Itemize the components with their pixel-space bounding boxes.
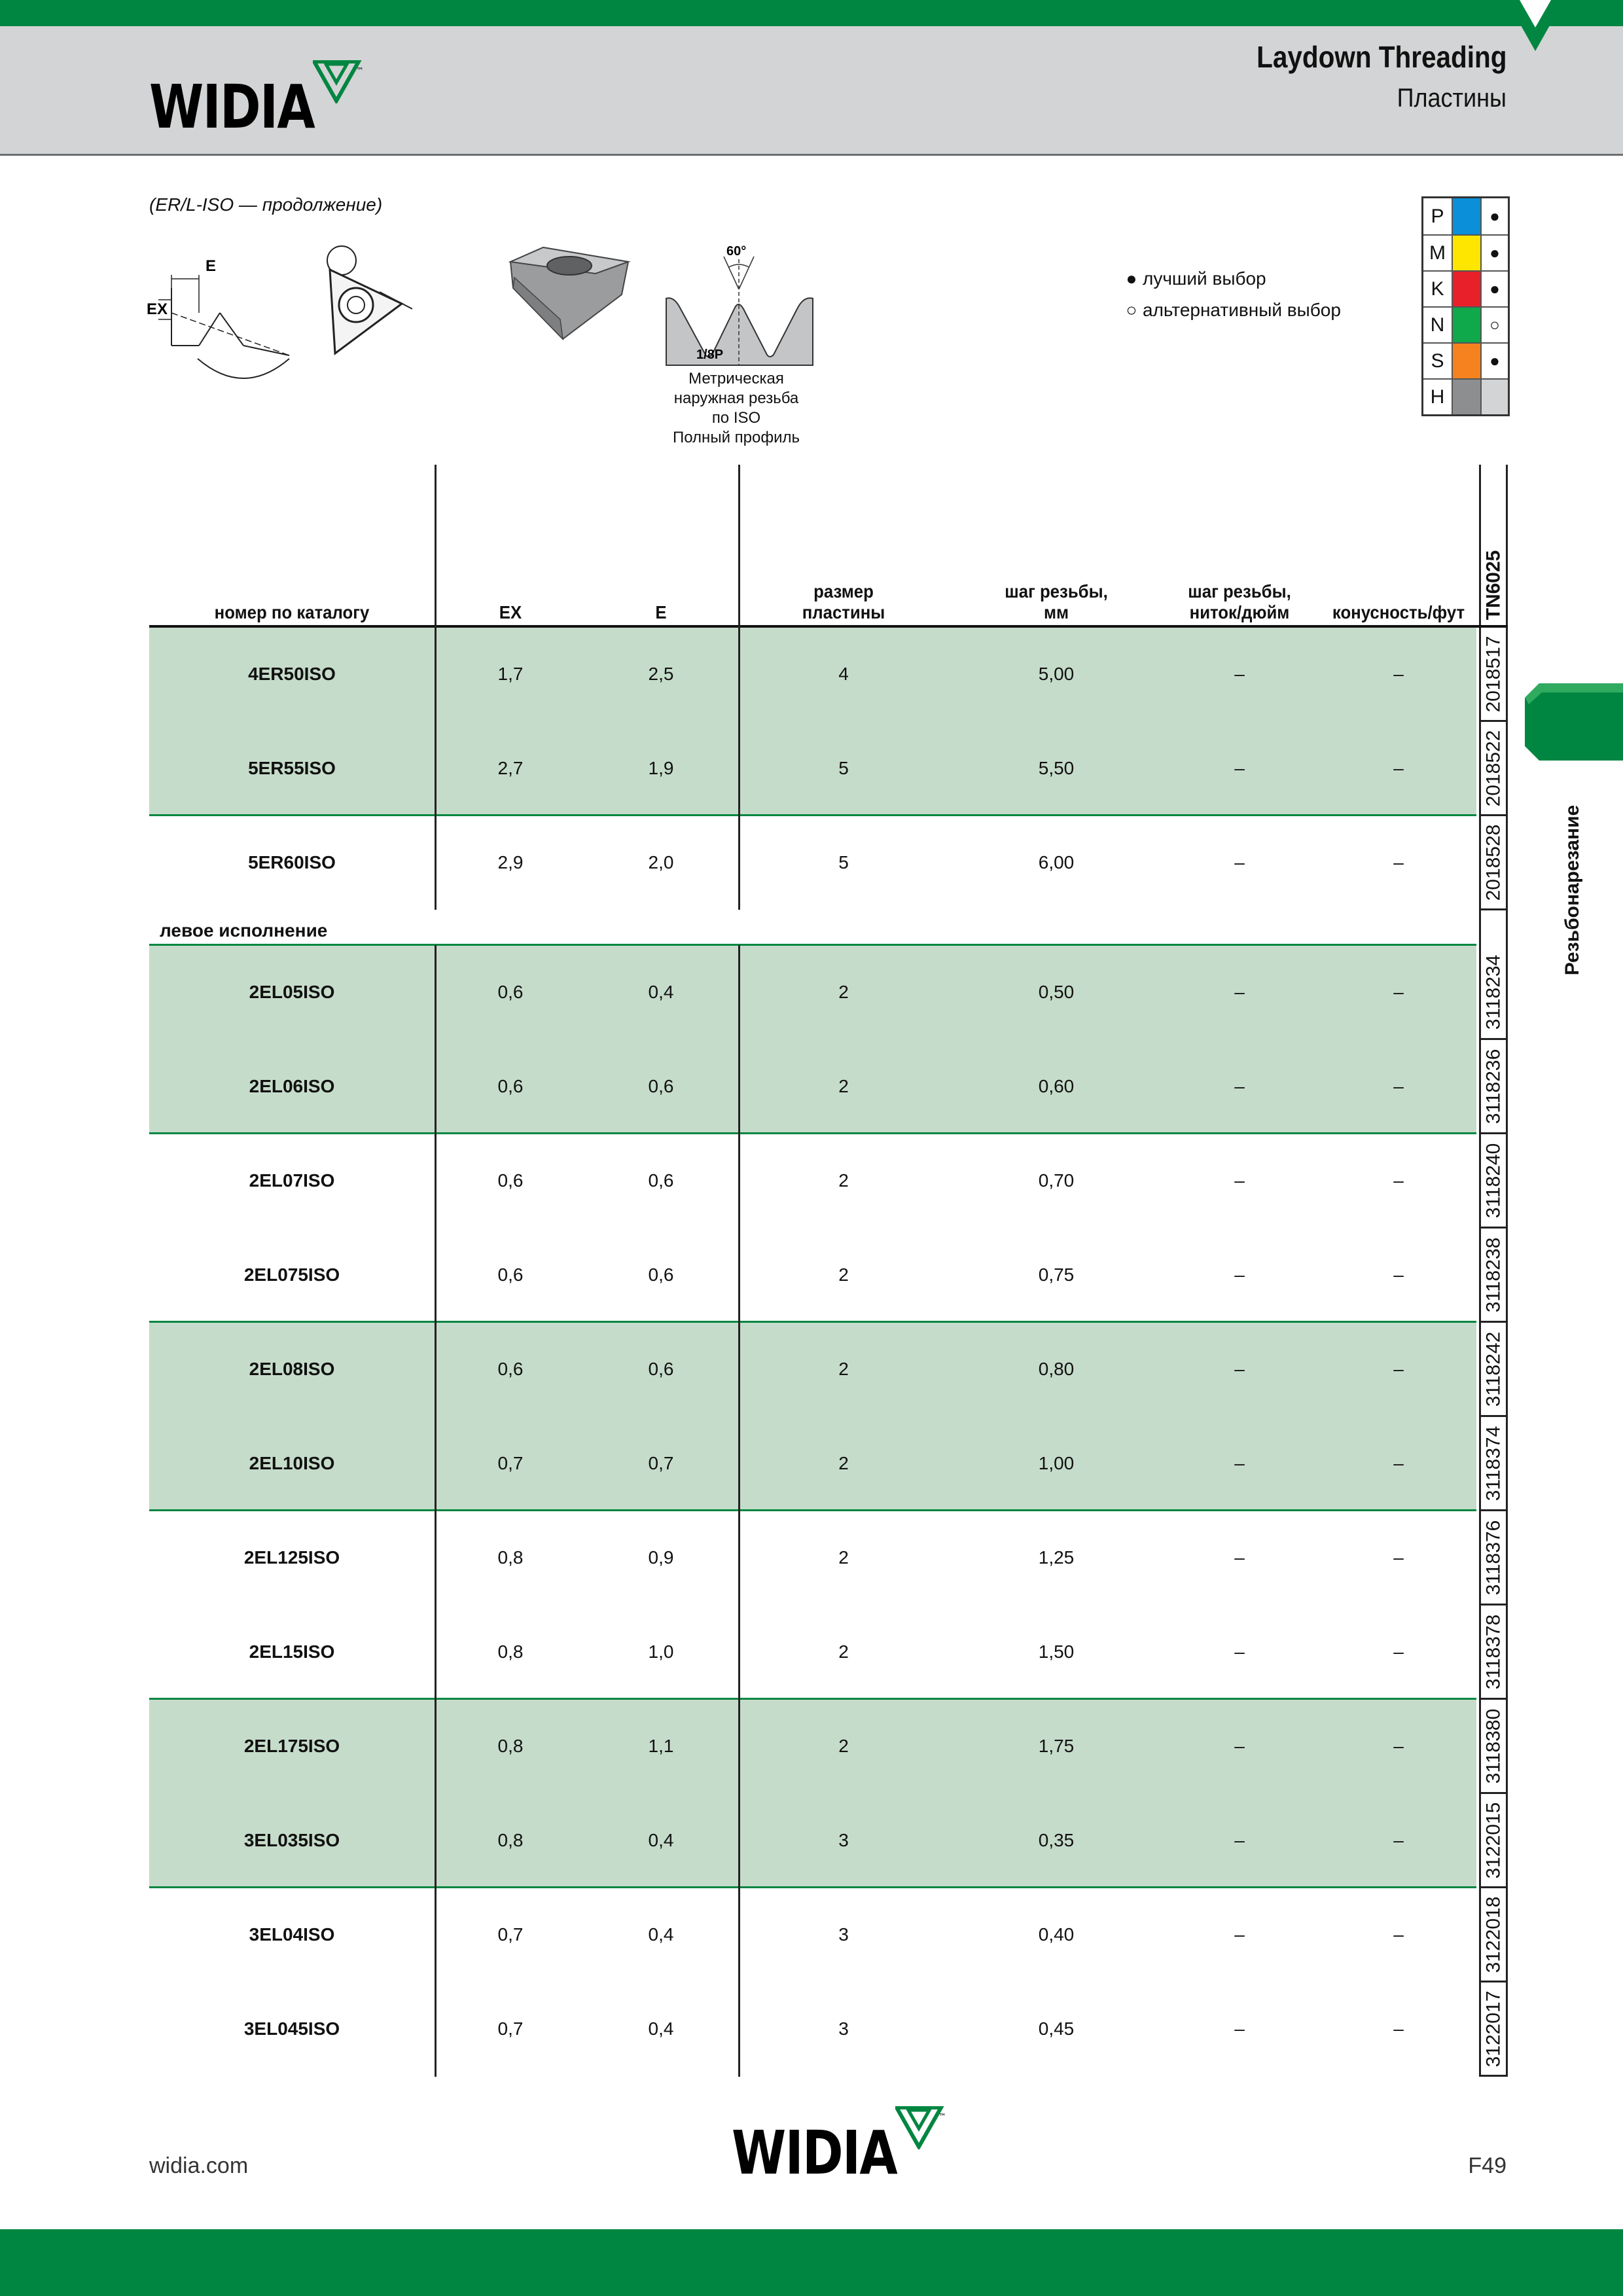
cell-tpi: – [1234, 1453, 1245, 1473]
cell-pitch-mm: 6,00 [1038, 852, 1075, 872]
label-e: E [205, 257, 217, 275]
cell-e: 0,9 [648, 1547, 674, 1568]
material-letter: P [1423, 198, 1453, 234]
divider-catalog-upper [435, 465, 437, 910]
grade-cell: 3122017 [1482, 1990, 1505, 2068]
thread-caption [645, 369, 828, 448]
section-label: Резьбонарезание [1561, 804, 1584, 976]
cell-pitch-mm: 5,50 [1038, 758, 1075, 778]
filled-dot-icon: ● [1126, 268, 1137, 289]
cell-ex: 0,8 [497, 1736, 524, 1756]
cell-ex: 0,6 [497, 1170, 524, 1191]
cell-taper: – [1393, 1170, 1404, 1191]
page-number: F49 [1468, 2153, 1507, 2178]
cell-insert-size: 5 [838, 852, 849, 872]
table-row [149, 816, 1476, 910]
thread-profile-diagram [661, 243, 815, 369]
col-insert-size-l2: пластины [802, 602, 885, 622]
material-color-swatch [1453, 380, 1482, 414]
cell-insert-size: 2 [838, 1453, 849, 1473]
cell-catalog: 2EL05ISO [249, 982, 335, 1002]
cell-taper: – [1393, 852, 1404, 872]
widia-logo-footer [732, 2106, 946, 2188]
material-letter: K [1423, 272, 1453, 306]
thread-caption-line: Метрическая [688, 370, 784, 387]
cell-taper: – [1393, 2018, 1404, 2039]
insert-3d-view-icon [504, 242, 635, 340]
cell-taper: – [1393, 758, 1404, 778]
cell-ex: 0,8 [497, 1641, 524, 1662]
grade-header: TN6025 [1482, 550, 1505, 620]
grade-cell: 3118376 [1482, 1520, 1505, 1596]
cell-tpi: – [1234, 1265, 1245, 1285]
cell-e: 1,1 [648, 1736, 674, 1756]
material-letter: N [1423, 308, 1453, 342]
cell-e: 0,4 [648, 2018, 674, 2039]
top-accent-stripe [0, 0, 1623, 26]
cell-insert-size: 2 [838, 1736, 849, 1756]
cell-catalog: 4ER50ISO [248, 664, 336, 684]
grade-cell: 3118242 [1482, 1331, 1505, 1407]
cell-e: 0,4 [648, 1924, 674, 1945]
grade-cell: 3118374 [1482, 1426, 1505, 1501]
material-letter: H [1423, 380, 1453, 414]
cell-taper: – [1393, 1453, 1404, 1473]
cell-tpi: – [1234, 1641, 1245, 1662]
divider-size-upper [738, 465, 740, 910]
cell-pitch-mm: 0,75 [1038, 1265, 1075, 1285]
group-rule [149, 944, 1476, 946]
material-letter: M [1423, 236, 1453, 270]
table-row [149, 721, 1476, 816]
cell-insert-size: 2 [838, 1359, 849, 1379]
cell-catalog: 2EL06ISO [249, 1076, 335, 1096]
cell-taper: – [1393, 1830, 1404, 1850]
grade-cell: 3122018 [1482, 1896, 1505, 1973]
cell-taper: – [1393, 1076, 1404, 1096]
grade-separator [1479, 908, 1508, 910]
cell-tpi: – [1234, 1830, 1245, 1850]
cell-catalog: 2EL07ISO [249, 1170, 335, 1191]
header-rule [149, 625, 1508, 628]
col-pitch-mm-l2: мм [1043, 602, 1069, 622]
cell-catalog: 3EL045ISO [243, 2018, 340, 2039]
material-suitability-mark: ● [1482, 236, 1508, 270]
cell-ex: 0,6 [497, 982, 524, 1002]
cell-tpi: – [1234, 758, 1245, 778]
cell-e: 1,0 [648, 1641, 674, 1662]
grade-cell: 3118238 [1482, 1237, 1505, 1313]
hollow-dot-icon: ○ [1126, 300, 1137, 320]
cell-catalog: 5ER60ISO [248, 852, 336, 872]
cell-catalog: 2EL125ISO [243, 1547, 340, 1568]
cell-insert-size: 2 [838, 1641, 849, 1662]
cell-taper: – [1393, 1924, 1404, 1945]
cell-tpi: – [1234, 1547, 1245, 1568]
cell-insert-size: 2 [838, 1265, 849, 1285]
material-color-swatch [1453, 308, 1482, 342]
grade-cell: 2018528 [1482, 824, 1505, 901]
cell-insert-size: 2 [838, 1547, 849, 1568]
cell-catalog: 2EL08ISO [249, 1359, 335, 1379]
cell-ex: 1,7 [497, 664, 524, 684]
label-angle: 60° [726, 244, 747, 259]
group-rule [149, 1698, 1476, 1700]
table-row [149, 1134, 1476, 1228]
bottom-accent-stripe [0, 2229, 1623, 2296]
cell-e: 0,7 [648, 1453, 674, 1473]
col-ex: EX [499, 602, 522, 622]
material-row [1423, 234, 1508, 270]
thread-caption-line: наружная резьба [673, 389, 799, 407]
cell-e: 0,6 [648, 1076, 674, 1096]
section-tab [1522, 678, 1623, 766]
cell-pitch-mm: 0,50 [1038, 982, 1075, 1002]
table-row [149, 945, 1476, 1039]
cell-insert-size: 4 [838, 664, 849, 684]
grade-cell: 2018522 [1482, 730, 1505, 807]
cell-e: 0,6 [648, 1265, 674, 1285]
cell-taper: – [1393, 664, 1404, 684]
col-taper: конусность/фут [1332, 602, 1465, 622]
cell-pitch-mm: 0,60 [1038, 1076, 1075, 1096]
widia-triangle-icon [313, 60, 364, 103]
table-row [149, 1793, 1476, 1888]
grade-cell: 3118378 [1482, 1614, 1505, 1690]
cell-pitch-mm: 1,25 [1038, 1547, 1075, 1568]
grade-cell: 2018517 [1482, 636, 1505, 713]
thread-caption-line: Полный профиль [672, 429, 800, 446]
table-row [149, 1605, 1476, 1699]
col-insert-size [744, 581, 943, 623]
divider-catalog-lower [435, 945, 437, 2077]
left-hand-section-label: левое исполнение [160, 920, 328, 941]
page-title: Laydown Threading [1256, 40, 1507, 74]
col-catalog: номер по каталогу [214, 602, 370, 622]
cell-ex: 0,6 [497, 1359, 524, 1379]
cell-tpi: – [1234, 982, 1245, 1002]
cell-tpi: – [1234, 2018, 1245, 2039]
table-row [149, 1039, 1476, 1134]
grade-cell: 3118236 [1482, 1049, 1505, 1124]
svg-text:™: ™ [355, 66, 364, 75]
grade-separator [1479, 2075, 1508, 2077]
legend-best-label: лучший выбор [1143, 268, 1266, 289]
group-rule [149, 1509, 1476, 1511]
cell-pitch-mm: 0,40 [1038, 1924, 1075, 1945]
cell-taper: – [1393, 1641, 1404, 1662]
cell-insert-size: 2 [838, 982, 849, 1002]
cell-tpi: – [1234, 664, 1245, 684]
cell-e: 0,4 [648, 982, 674, 1002]
corner-triangle-inner [1520, 0, 1551, 27]
table-row [149, 1699, 1476, 1793]
selection-legend [1124, 263, 1341, 326]
cell-tpi: – [1234, 1359, 1245, 1379]
label-pitch: 1/8P [696, 348, 724, 362]
cell-catalog: 2EL15ISO [249, 1641, 335, 1662]
insert-top-view-icon [321, 243, 416, 360]
material-color-swatch [1453, 272, 1482, 306]
cell-ex: 0,7 [497, 1453, 524, 1473]
cell-taper: – [1393, 1736, 1404, 1756]
ex-e-dimension-diagram [145, 247, 302, 390]
group-rule [149, 814, 1476, 816]
material-suitability-mark [1482, 380, 1508, 414]
cell-tpi: – [1234, 1736, 1245, 1756]
legend-alternative [1124, 295, 1341, 326]
cell-taper: – [1393, 1359, 1404, 1379]
material-row [1423, 198, 1508, 234]
cell-pitch-mm: 1,75 [1038, 1736, 1075, 1756]
cell-ex: 0,6 [497, 1076, 524, 1096]
material-row [1423, 270, 1508, 306]
cell-pitch-mm: 0,70 [1038, 1170, 1075, 1191]
table-row [149, 627, 1476, 721]
table-row [149, 1511, 1476, 1605]
material-suitability-mark: ● [1482, 198, 1508, 234]
continuation-note: (ER/L-ISO — продолжение) [149, 194, 383, 215]
material-letter: S [1423, 344, 1453, 378]
cell-catalog: 3EL04ISO [249, 1924, 335, 1945]
widia-logo [149, 60, 364, 142]
cell-insert-size: 3 [838, 2018, 849, 2039]
material-color-swatch [1453, 236, 1482, 270]
page-subtitle: Пластины [1397, 84, 1507, 113]
material-color-swatch [1453, 344, 1482, 378]
cell-e: 0,6 [648, 1170, 674, 1191]
cell-ex: 2,7 [497, 758, 524, 778]
grade-cell: 3118234 [1482, 954, 1505, 1030]
grade-cell: 3122015 [1482, 1802, 1505, 1879]
cell-e: 0,6 [648, 1359, 674, 1379]
cell-pitch-mm: 0,80 [1038, 1359, 1075, 1379]
table-row [149, 1416, 1476, 1511]
cell-tpi: – [1234, 1076, 1245, 1096]
logo-wordmark: WIDIA [149, 72, 315, 142]
table-row [149, 1982, 1476, 2076]
legend-alternative-label: альтернативный выбор [1143, 300, 1341, 320]
cell-ex: 0,7 [497, 1924, 524, 1945]
col-tpi [1168, 581, 1312, 623]
cell-catalog: 2EL10ISO [249, 1453, 335, 1473]
table-row [149, 1322, 1476, 1416]
cell-pitch-mm: 1,00 [1038, 1453, 1075, 1473]
table-header [149, 569, 1476, 627]
cell-taper: – [1393, 1547, 1404, 1568]
cell-ex: 0,8 [497, 1830, 524, 1850]
cell-ex: 2,9 [497, 852, 524, 872]
cell-tpi: – [1234, 1924, 1245, 1945]
material-color-swatch [1453, 198, 1482, 234]
widia-triangle-icon [895, 2106, 946, 2149]
cell-e: 2,5 [648, 664, 674, 684]
cell-taper: – [1393, 1265, 1404, 1285]
cell-ex: 0,6 [497, 1265, 524, 1285]
cell-catalog: 2EL075ISO [243, 1265, 340, 1285]
cell-insert-size: 3 [838, 1830, 849, 1850]
footer-url[interactable]: widia.com [149, 2153, 249, 2178]
group-rule [149, 1321, 1476, 1323]
material-suitability-mark: ● [1482, 344, 1508, 378]
material-suitability-mark: ○ [1482, 308, 1508, 342]
logo-wordmark-footer: WIDIA [732, 2118, 897, 2188]
cell-ex: 0,7 [497, 2018, 524, 2039]
cell-tpi: – [1234, 1170, 1245, 1191]
table-row [149, 1888, 1476, 1982]
col-pitch-mm [960, 581, 1152, 623]
group-rule [149, 1132, 1476, 1134]
grade-cell: 3118240 [1482, 1143, 1505, 1219]
col-tpi-l1: шаг резьбы, [1188, 581, 1291, 601]
cell-pitch-mm: 0,35 [1038, 1830, 1075, 1850]
divider-size-lower [738, 945, 740, 2077]
cell-e: 1,9 [648, 758, 674, 778]
cell-ex: 0,8 [497, 1547, 524, 1568]
cell-catalog: 2EL175ISO [243, 1736, 340, 1756]
cell-catalog: 3EL035ISO [243, 1830, 340, 1850]
col-insert-size-l1: размер [813, 581, 874, 601]
grade-cell: 3118380 [1482, 1708, 1505, 1784]
material-row [1423, 306, 1508, 342]
cell-insert-size: 5 [838, 758, 849, 778]
thread-caption-line: по ISO [711, 409, 761, 427]
cell-tpi: – [1234, 852, 1245, 872]
col-e: E [655, 602, 667, 622]
cell-taper: – [1393, 982, 1404, 1002]
label-ex: EX [147, 300, 168, 318]
cell-pitch-mm: 5,00 [1038, 664, 1075, 684]
cell-insert-size: 2 [838, 1076, 849, 1096]
material-row [1423, 342, 1508, 378]
cell-pitch-mm: 1,50 [1038, 1641, 1075, 1662]
material-group-grid [1421, 196, 1510, 416]
cell-insert-size: 3 [838, 1924, 849, 1945]
cell-e: 0,4 [648, 1830, 674, 1850]
cell-pitch-mm: 0,45 [1038, 2018, 1075, 2039]
col-pitch-mm-l1: шаг резьбы, [1005, 581, 1108, 601]
col-tpi-l2: ниток/дюйм [1189, 602, 1290, 622]
cell-catalog: 5ER55ISO [248, 758, 336, 778]
material-suitability-mark: ● [1482, 272, 1508, 306]
cell-e: 2,0 [648, 852, 674, 872]
table-row [149, 1228, 1476, 1322]
legend-best [1124, 263, 1341, 295]
svg-text:™: ™ [938, 2112, 946, 2121]
cell-insert-size: 2 [838, 1170, 849, 1191]
group-rule [149, 1886, 1476, 1888]
material-row [1423, 378, 1508, 414]
